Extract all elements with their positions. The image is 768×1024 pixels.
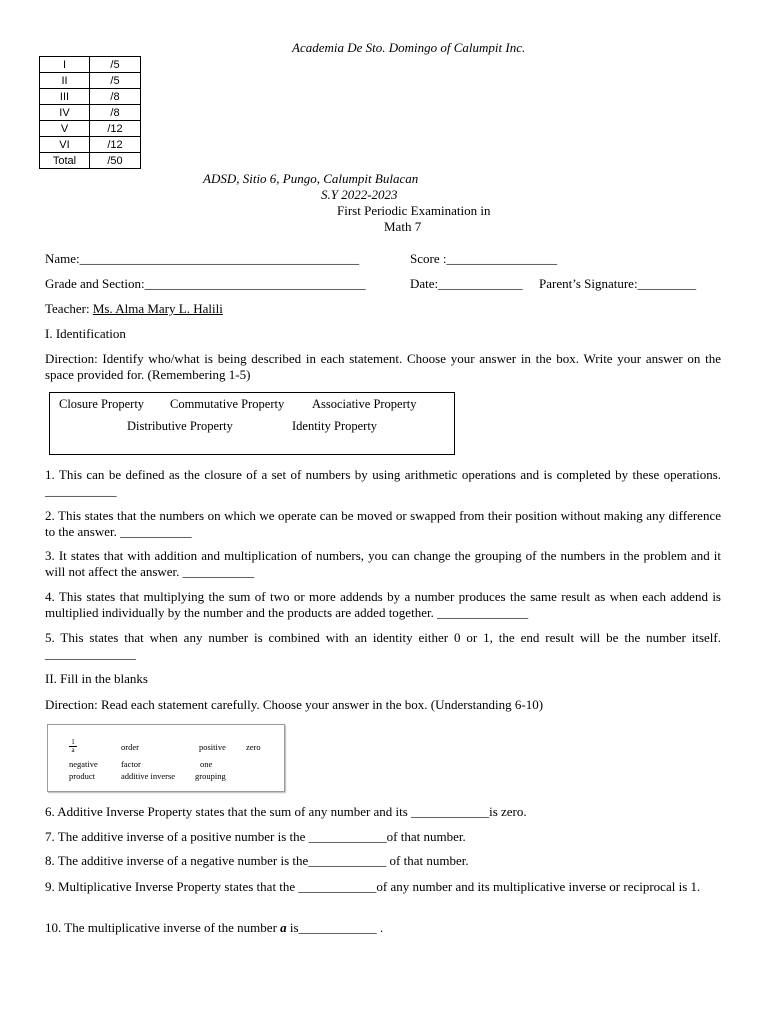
question-8: 8. The additive inverse of a negative number is the____________ of that number.: [45, 853, 469, 868]
name-field: Name:___________________________________________: [45, 251, 360, 266]
score-points: /50: [90, 153, 141, 169]
question-1: 1. This can be defined as the closure of a set of numbers by using arithmetic operations and is completed by these operations. ___________: [45, 467, 721, 498]
section1-direction: Direction: Identify who/what is being described in each statement. Choose your answer in the box. Write your answer on the space provided for. (Remembering 1-5): [45, 351, 721, 382]
score-field: Score :_________________: [410, 251, 557, 266]
choice-grouping: grouping: [195, 771, 226, 781]
choice-additive-inverse: additive inverse: [121, 771, 176, 781]
score-part: V: [40, 121, 90, 137]
score-points: /8: [90, 89, 141, 105]
question-7: 7. The additive inverse of a positive number is the ____________of that number.: [45, 829, 466, 844]
score-points: /5: [90, 57, 141, 73]
frac-denominator: a: [71, 746, 75, 754]
score-part: VI: [40, 137, 90, 153]
section2-title: II. Fill in the blanks: [45, 671, 148, 686]
school-name: Academia De Sto. Domingo of Calumpit Inc.: [292, 40, 526, 55]
choice-commutative: Commutative Property: [170, 397, 285, 411]
choice-closure: Closure Property: [59, 397, 145, 411]
question-10: [45, 920, 383, 936]
section1-title: I. Identification: [45, 326, 126, 341]
score-row: [40, 89, 141, 105]
score-row: [40, 105, 141, 121]
subject: Math 7: [384, 219, 422, 234]
frac-numerator: 1: [69, 739, 77, 747]
score-part: IV: [40, 105, 90, 121]
choice-one: one: [200, 759, 213, 769]
parent-signature-field: Parent’s Signature:_________: [539, 276, 697, 291]
choice-identity: Identity Property: [292, 419, 378, 433]
section2-direction: Direction: Read each statement carefully. Choose your answer in the box. (Understanding 6-10): [45, 697, 544, 712]
question-5: 5. This states that when any number is combined with an identity either 0 or 1, the end result will be the number itself. ______________: [45, 630, 721, 661]
question-6: 6. Additive Inverse Property states that the sum of any number and its ____________is zero.: [45, 804, 527, 819]
school-address: ADSD, Sitio 6, Pungo, Calumpit Bulacan: [203, 171, 419, 186]
question-9: 9. Multiplicative Inverse Property states that the ____________of any number and its multiplicative inverse or reciprocal is 1.: [45, 879, 701, 894]
teacher-label: Teacher:: [45, 301, 93, 316]
question-10-variable: a: [280, 920, 287, 935]
school-year: S.Y 2022-2023: [321, 187, 398, 202]
teacher-name: Ms. Alma Mary L. Halili: [92, 301, 223, 316]
choice-product: product: [69, 771, 95, 781]
score-part: III: [40, 89, 90, 105]
choice-order: order: [121, 742, 139, 752]
score-part: Total: [40, 153, 90, 169]
question-2: 2. This states that the numbers on which we operate can be moved or swapped from their position without making any difference to the answer. ___________: [45, 508, 721, 539]
score-part: II: [40, 73, 90, 89]
grade-section-field: Grade and Section:__________________________________: [45, 276, 366, 291]
score-points: /12: [90, 121, 141, 137]
question-4: 4. This states that multiplying the sum of two or more addends by a number produces the same result as when each addend is multiplied individually by the number and the products are added together. ______________: [45, 589, 721, 620]
exam-title: First Periodic Examination in: [337, 203, 491, 218]
question-10-pre: 10. The multiplicative inverse of the number: [45, 920, 281, 935]
date-field: Date:_____________: [410, 276, 523, 291]
score-points: /12: [90, 137, 141, 153]
choice-positive: positive: [199, 742, 226, 752]
score-row: [40, 153, 141, 169]
choice-factor: factor: [121, 759, 141, 769]
choice-associative: Associative Property: [312, 397, 417, 411]
teacher-line: [45, 301, 223, 317]
score-row: [40, 73, 141, 89]
score-table: [39, 56, 141, 169]
choice-negative: negative: [69, 759, 98, 769]
score-row: [40, 137, 141, 153]
choice-distributive: Distributive Property: [127, 419, 233, 433]
score-row: [40, 57, 141, 73]
score-row: [40, 121, 141, 137]
section1-choice-box: [49, 392, 455, 455]
score-part: I: [40, 57, 90, 73]
score-points: /8: [90, 105, 141, 121]
choice-zero: zero: [246, 742, 261, 752]
choice-one-over-a: [69, 739, 77, 754]
section2-choice-box: [47, 724, 285, 792]
question-3: 3. It states that with addition and multiplication of numbers, you can change the grouping of the numbers in the problem and it will not affect the answer. ___________: [45, 548, 721, 579]
score-points: /5: [90, 73, 141, 89]
question-10-post: is____________ .: [286, 920, 384, 935]
